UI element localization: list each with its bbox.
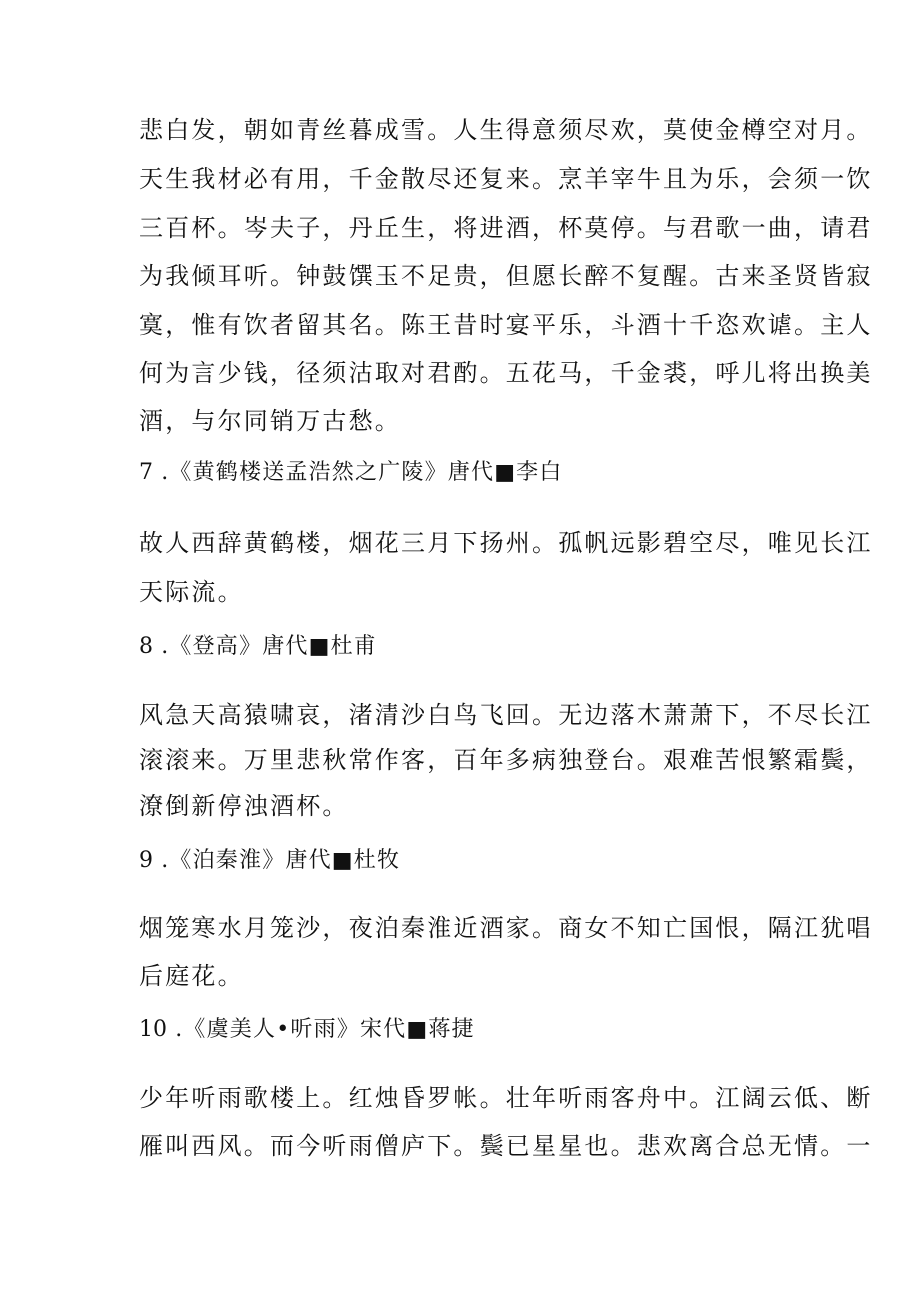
poem6-line-1: 悲白发，朝如青丝暮成雪。人生得意须尽欢，莫使金樽空对月。 <box>139 116 873 144</box>
poem8-number: 8 <box>139 634 153 659</box>
poem10-line-2: 雁叫西风。而今听雨僧庐下。鬓已星星也。悲欢离合总无情。一 <box>139 1132 873 1160</box>
poem8-line-2: 滚滚来。万里悲秋常作客，百年多病独登台。艰难苦恨繁霜鬓， <box>139 746 873 774</box>
poem6-line-3: 三百杯。岑夫子，丹丘生，将进酒，杯莫停。与君歌一曲，请君 <box>139 214 873 242</box>
poem8-line-3: 潦倒新停浊酒杯。 <box>139 792 349 820</box>
poem10-title: .《虞美人•听雨》宋代■蒋捷 <box>175 1017 475 1042</box>
poem6-line-4: 为我倾耳听。钟鼓馔玉不足贵，但愿长醉不复醒。古来圣贤皆寂 <box>139 262 873 290</box>
poem9-line-1: 烟笼寒水月笼沙，夜泊秦淮近酒家。商女不知亡国恨，隔江犹唱 <box>139 914 873 942</box>
poem8-title: .《登高》唐代■杜甫 <box>161 634 377 659</box>
poem9-line-2: 后庭花。 <box>139 962 244 990</box>
poem9-title: .《泊秦淮》唐代■杜牧 <box>161 848 401 873</box>
poem10-number: 10 <box>139 1017 167 1042</box>
poem6-line-5: 寞，惟有饮者留其名。陈王昔时宴平乐，斗酒十千恣欢谑。主人 <box>139 311 873 339</box>
poem10-line-1: 少年听雨歌楼上。红烛昏罗帐。壮年听雨客舟中。江阔云低、断 <box>139 1084 873 1112</box>
poem6-line-7: 酒，与尔同销万古愁。 <box>139 407 401 435</box>
poem7-line-1: 故人西辞黄鹤楼，烟花三月下扬州。孤帆远影碧空尽，唯见长江 <box>139 529 873 557</box>
poem7-heading <box>139 458 563 488</box>
poem7-title: .《黄鹤楼送孟浩然之广陵》唐代■李白 <box>161 460 563 485</box>
poem6-line-2: 天生我材必有用，千金散尽还复来。烹羊宰牛且为乐，会须一饮 <box>139 165 873 193</box>
poem9-number: 9 <box>139 848 153 873</box>
poem7-line-2: 天际流。 <box>139 578 244 606</box>
poem7-number: 7 <box>139 460 153 485</box>
poem10-heading <box>139 1015 475 1045</box>
poem6-line-6: 何为言少钱，径须沽取对君酌。五花马，千金裘，呼儿将出换美 <box>139 359 873 387</box>
poem8-line-1: 风急天高猿啸哀，渚清沙白鸟飞回。无边落木萧萧下，不尽长江 <box>139 701 873 729</box>
poem9-heading <box>139 846 400 876</box>
poem8-heading <box>139 632 377 662</box>
